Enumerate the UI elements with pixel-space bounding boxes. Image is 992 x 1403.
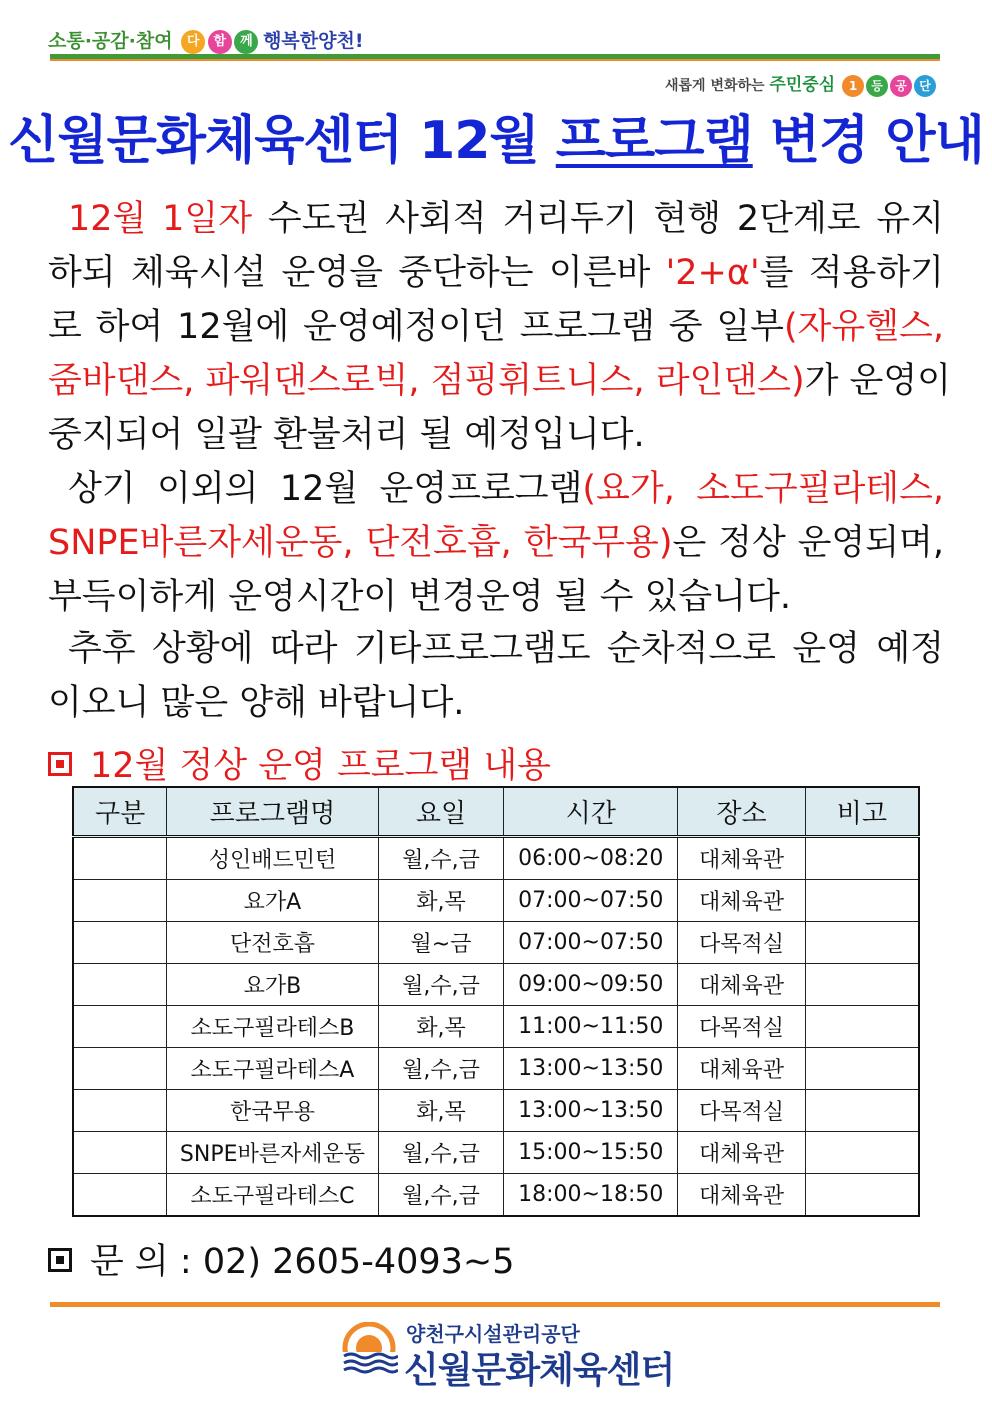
cell-category <box>73 880 167 922</box>
para1-l1-text: 수도권 사회적 거리두기 현행 2단계로 유지 <box>252 199 944 239</box>
notice-paragraph-3 <box>48 622 944 730</box>
slogan-right-text: 행복한 <box>263 30 319 52</box>
title-part1: 신월문화체육센터 12월 <box>8 111 539 171</box>
cell-category <box>73 922 167 964</box>
para3-line1: 추후 상황에 따라 기타프로그램도 순차적으로 운영 예정 <box>68 629 944 669</box>
para1-l3-a: 로 하여 12월에 운영예정이던 프로그램 중 일부 <box>48 307 784 347</box>
cell-program: 소도구필라테스A <box>167 1048 378 1090</box>
cell-days: 월,수,금 <box>378 1132 504 1174</box>
cell-program: 소도구필라테스B <box>167 1006 378 1048</box>
schedule-table <box>72 786 920 1217</box>
table-row <box>73 1048 919 1090</box>
cell-days: 화,목 <box>378 1090 504 1132</box>
cell-days: 화,목 <box>378 880 504 922</box>
slogan-city-text: 양천! <box>318 30 364 52</box>
cell-note <box>805 837 919 880</box>
cell-program: 한국무용 <box>167 1090 378 1132</box>
section-heading <box>48 738 551 788</box>
cell-time: 11:00~11:50 <box>504 1006 678 1048</box>
notice-paragraph-2 <box>48 462 944 624</box>
sun-wave-logo-icon <box>340 1322 398 1380</box>
header-rule-accent <box>50 59 940 61</box>
table-row <box>73 1132 919 1174</box>
slogan-circles <box>181 30 254 54</box>
footer-center-name: 신월문화체육센터 <box>404 1350 675 1391</box>
cell-place: 대체육관 <box>678 964 806 1006</box>
cell-note <box>805 1048 919 1090</box>
col-header-note: 비고 <box>805 787 919 837</box>
para1-line4 <box>48 354 951 408</box>
cell-program: 요가B <box>167 964 378 1006</box>
square-bullet-icon <box>48 1248 72 1272</box>
cell-place: 다목적실 <box>678 1006 806 1048</box>
table-row <box>73 1006 919 1048</box>
para2-line1 <box>48 462 944 516</box>
para3-line2: 이오니 많은 양해 바랍니다. <box>48 683 465 723</box>
cell-time: 09:00~09:50 <box>504 964 678 1006</box>
cell-category <box>73 1132 167 1174</box>
cell-place: 대체육관 <box>678 837 806 880</box>
cell-program: 단전호흡 <box>167 922 378 964</box>
slogan-circle-1: 다 <box>181 30 205 54</box>
right-badge-1: 1 <box>842 75 864 97</box>
cell-place: 대체육관 <box>678 1174 806 1217</box>
para2-line2 <box>48 516 944 570</box>
contact-label: 문 의 : <box>90 1242 192 1282</box>
para2-line3: 부득이하게 운영시간이 변경운영 될 수 있습니다. <box>48 577 791 617</box>
cell-category <box>73 1090 167 1132</box>
table-row <box>73 1174 919 1217</box>
cell-program: 성인배드민턴 <box>167 837 378 880</box>
notice-paragraph-1 <box>48 192 951 462</box>
col-header-category: 구분 <box>73 787 167 837</box>
table-row <box>73 880 919 922</box>
cell-category <box>73 837 167 880</box>
para1-line5: 중지되어 일괄 환불처리 될 예정입니다. <box>48 415 645 455</box>
cell-place: 대체육관 <box>678 1048 806 1090</box>
cell-days: 화,목 <box>378 1006 504 1048</box>
para1-l3-red: (자유헬스, <box>783 307 944 347</box>
page-title <box>0 98 992 173</box>
cell-place: 다목적실 <box>678 1090 806 1132</box>
cell-note <box>805 922 919 964</box>
right-badge-4: 단 <box>914 75 936 97</box>
cell-note <box>805 1090 919 1132</box>
table-header-row <box>73 787 919 837</box>
right-slogan-prefix: 새롭게 변화하는 <box>665 78 765 94</box>
para1-line1 <box>48 192 944 246</box>
title-part2: 프로그램 <box>555 111 753 171</box>
title-part3: 변경 안내 <box>769 111 984 171</box>
cell-category <box>73 1048 167 1090</box>
para1-l2-b: 를 적용하기 <box>759 253 944 293</box>
cell-days: 월,수,금 <box>378 1174 504 1217</box>
cell-time: 07:00~07:50 <box>504 880 678 922</box>
cell-program: 요가A <box>167 880 378 922</box>
cell-program: SNPE바른자세운동 <box>167 1132 378 1174</box>
cell-place: 다목적실 <box>678 922 806 964</box>
square-bullet-icon <box>48 752 72 776</box>
table-row <box>73 1090 919 1132</box>
contact-line <box>48 1234 515 1284</box>
table-row <box>73 837 919 880</box>
slogan-circle-3: 께 <box>234 30 258 54</box>
cell-place: 대체육관 <box>678 1132 806 1174</box>
cell-time: 13:00~13:50 <box>504 1090 678 1132</box>
para2-l1-a: 상기 이외의 12월 운영프로그램 <box>68 469 583 509</box>
cell-time: 15:00~15:50 <box>504 1132 678 1174</box>
footer-rule <box>50 1302 940 1307</box>
para2-l2-b: 은 정상 운영되며, <box>672 523 944 563</box>
cell-note <box>805 1006 919 1048</box>
col-header-time: 시간 <box>504 787 678 837</box>
col-header-program: 프로그램명 <box>167 787 378 837</box>
header-slogan <box>48 26 364 54</box>
para1-l2-red: '2+α' <box>665 253 760 293</box>
section-title: 12월 정상 운영 프로그램 내용 <box>90 746 551 786</box>
para1-l4-b: 가 운영이 <box>804 361 951 401</box>
cell-note <box>805 1132 919 1174</box>
para1-line3 <box>48 300 944 354</box>
para1-l4-red: 줌바댄스, 파워댄스로빅, 점핑휘트니스, 라인댄스) <box>48 361 805 401</box>
cell-days: 월~금 <box>378 922 504 964</box>
cell-time: 18:00~18:50 <box>504 1174 678 1217</box>
cell-category <box>73 964 167 1006</box>
table-row <box>73 922 919 964</box>
col-header-days: 요일 <box>378 787 504 837</box>
right-slogan-key: 주민중심 <box>769 75 836 95</box>
cell-time: 07:00~07:50 <box>504 922 678 964</box>
cell-days: 월,수,금 <box>378 837 504 880</box>
cell-place: 대체육관 <box>678 880 806 922</box>
cell-category <box>73 1006 167 1048</box>
cell-category <box>73 1174 167 1217</box>
slogan-circle-2: 함 <box>208 30 232 54</box>
cell-note <box>805 964 919 1006</box>
cell-time: 13:00~13:50 <box>504 1048 678 1090</box>
contact-number: 02) 2605-4093~5 <box>202 1242 515 1282</box>
para2-l1-red: (요가, 소도구필라테스, <box>582 469 945 509</box>
cell-note <box>805 880 919 922</box>
para1-l2-a: 하되 체육시설 운영을 중단하는 이른바 <box>48 253 666 293</box>
cell-time: 06:00~08:20 <box>504 837 678 880</box>
para1-date: 12월 1일자 <box>68 199 253 239</box>
right-slogan <box>665 70 936 97</box>
cell-note <box>805 1174 919 1217</box>
para2-l2-red: SNPE바른자세운동, 단전호흡, 한국무용) <box>48 523 673 563</box>
right-badge-3: 공 <box>890 75 912 97</box>
footer <box>340 1318 675 1391</box>
para1-line2 <box>48 246 944 300</box>
table-row <box>73 964 919 1006</box>
right-badge-2: 등 <box>866 75 888 97</box>
cell-days: 월,수,금 <box>378 964 504 1006</box>
cell-program: 소도구필라테스C <box>167 1174 378 1217</box>
slogan-left-text: 소통·공감·참여 <box>48 30 173 52</box>
cell-days: 월,수,금 <box>378 1048 504 1090</box>
col-header-place: 장소 <box>678 787 806 837</box>
footer-org-name: 양천구시설관리공단 <box>406 1322 580 1346</box>
